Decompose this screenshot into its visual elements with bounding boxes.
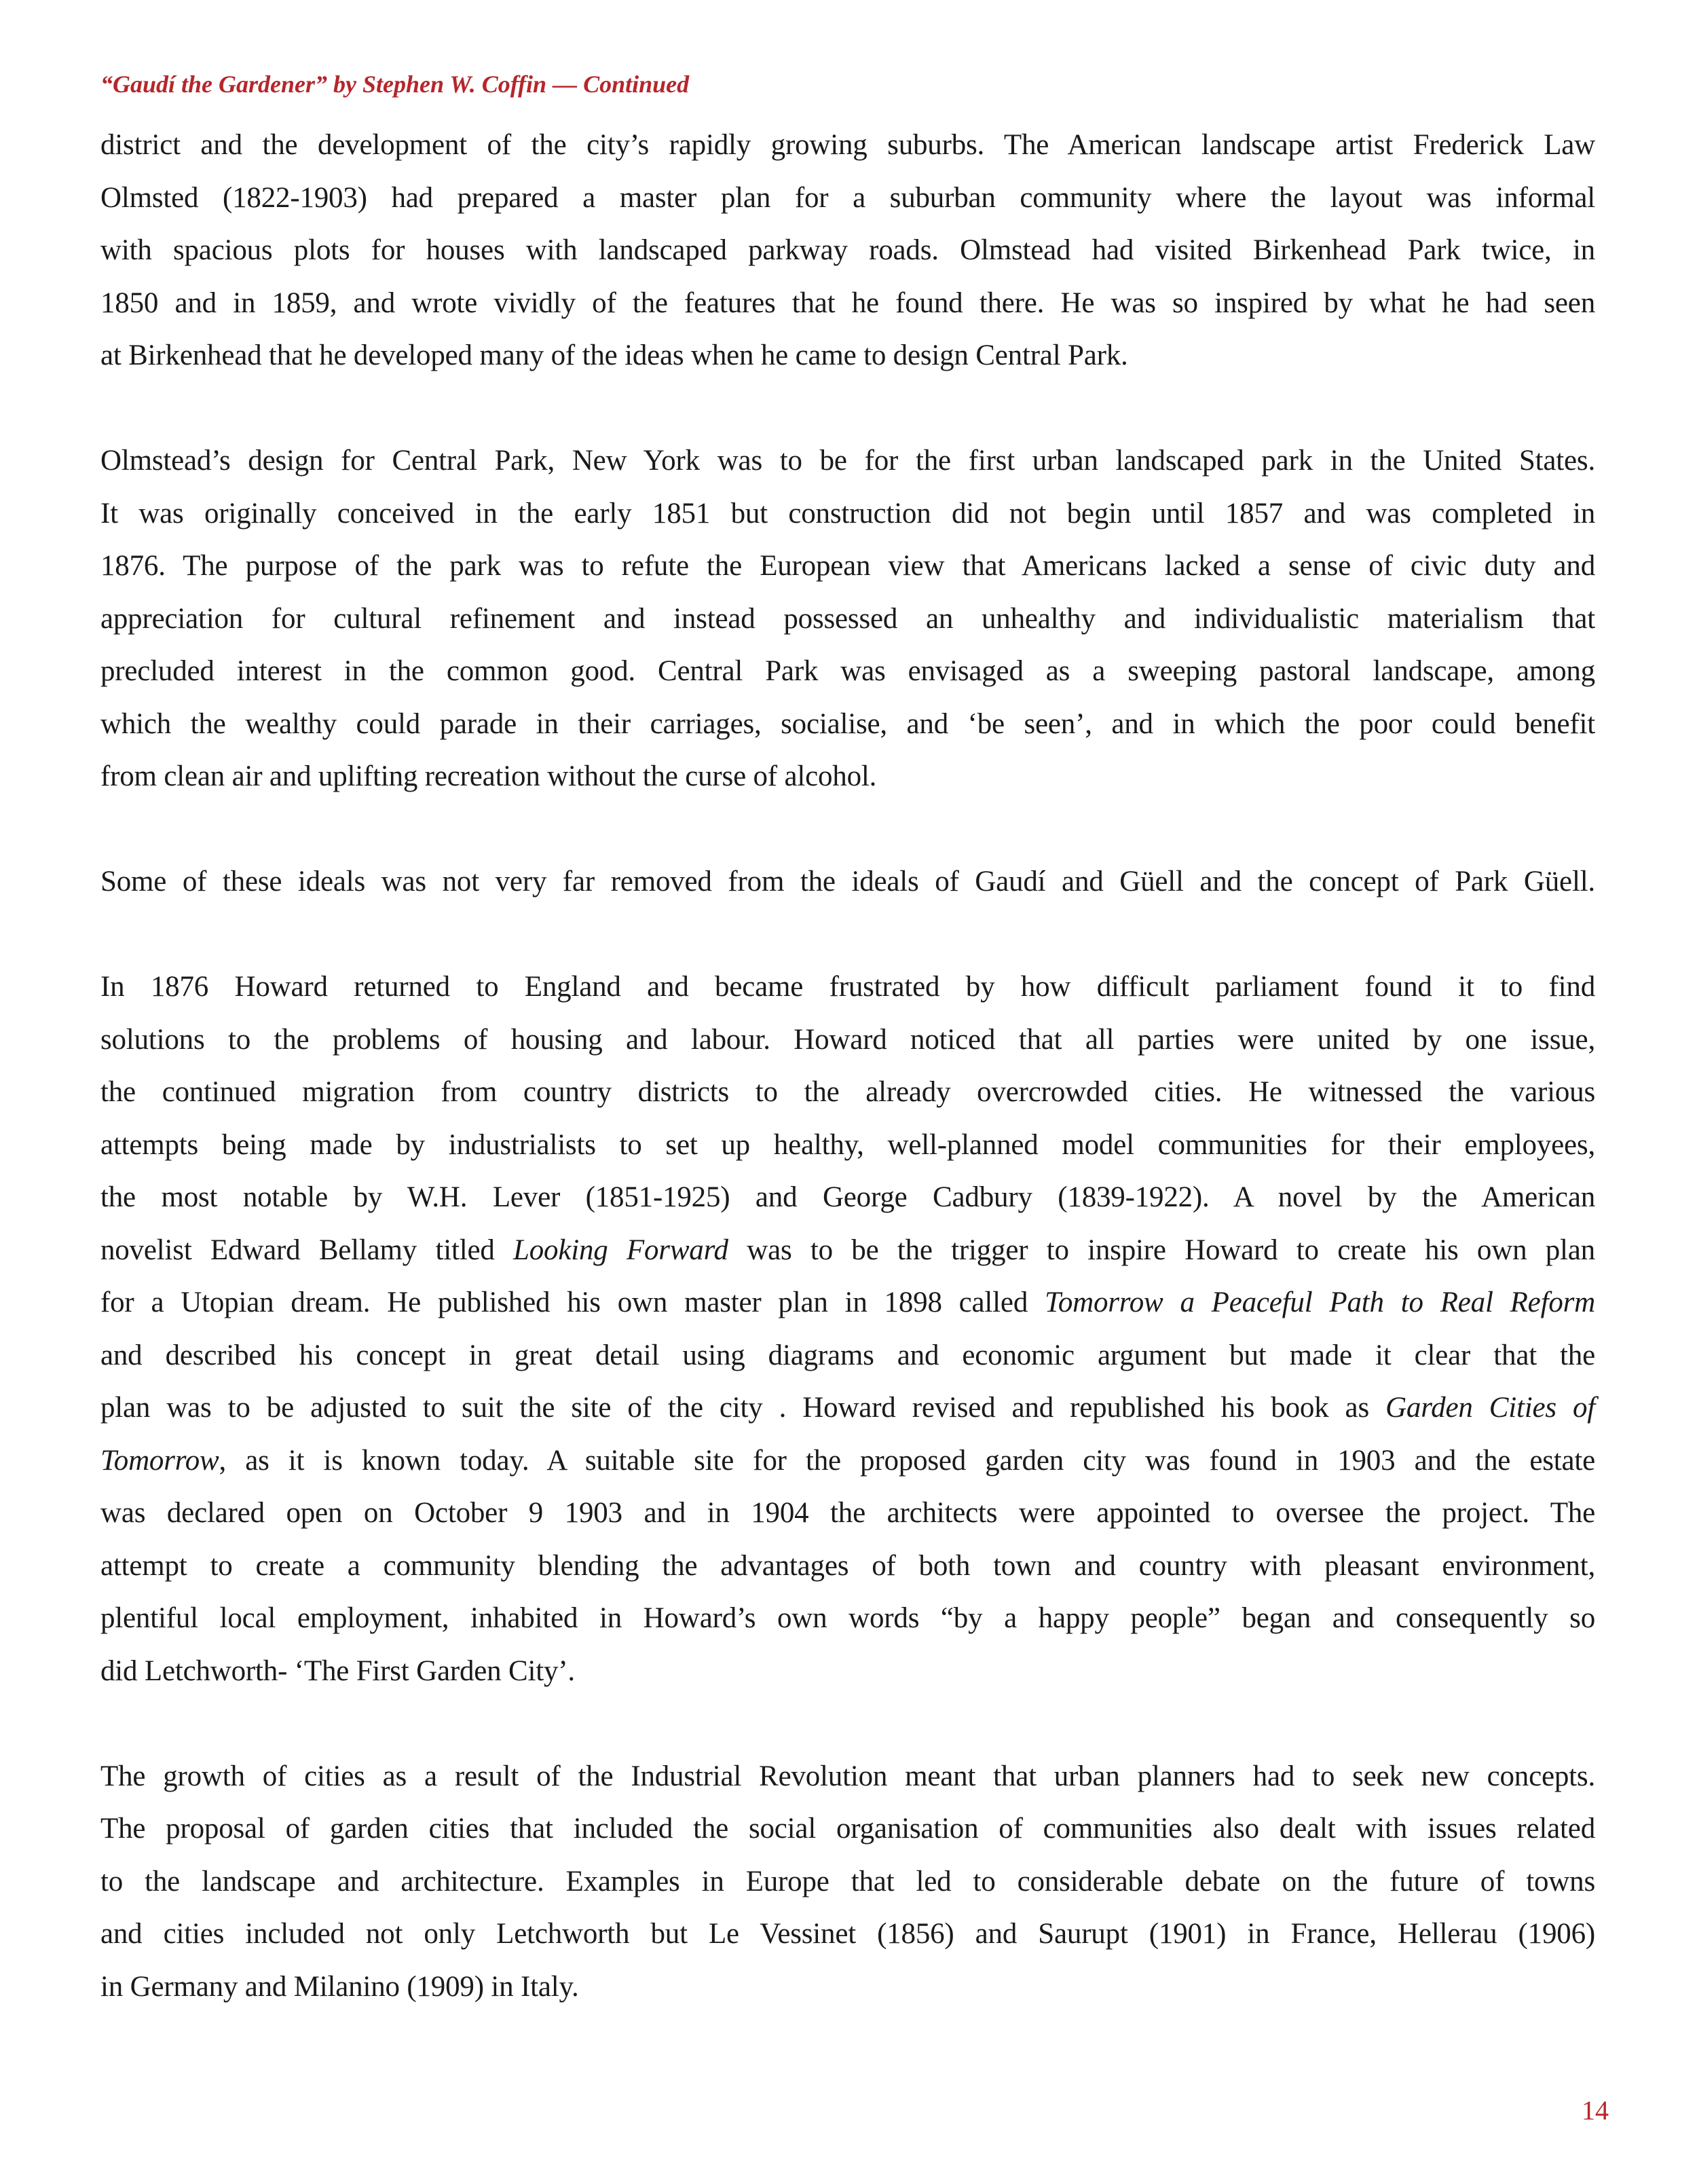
text-run: was declared open on October 9 1903 and in 1904 the architects were appointed to oversee the project. The	[100, 1497, 1595, 1529]
running-header-title: “Gaudí the Gardener” by Stephen W. Coffin	[100, 71, 547, 98]
text-line	[100, 1750, 1595, 1803]
text-run: The proposal of garden cities that included the social organisation of communities also dealt with issues related	[100, 1813, 1595, 1845]
text-run: Olmsted (1822-1903) had prepared a master plan for a suburban community where the layout was informal	[100, 181, 1595, 214]
text-line	[100, 1276, 1595, 1329]
text-run: plan was to be adjusted to suit the site of the city . Howard revised and republished his book as	[100, 1392, 1386, 1424]
text-run: with spacious plots for houses with landscaped parkway roads. Olmstead had visited Birkenhead Park twice, in	[100, 234, 1595, 266]
text-run: at Birkenhead that he developed many of the ideas when he came to design Central Park.	[100, 339, 1128, 371]
text-run: the continued migration from country districts to the already overcrowded cities. He witnessed the various	[100, 1076, 1595, 1108]
text-line	[100, 1066, 1595, 1119]
text-line	[100, 1855, 1595, 1908]
text-run: in Germany and Milanino (1909) in Italy.	[100, 1970, 579, 2003]
text-run: was to be the trigger to inspire Howard to create his own plan	[728, 1234, 1595, 1266]
paragraph	[100, 434, 1595, 803]
text-run: and cities included not only Letchworth but Le Vessinet (1856) and Saurupt (1901) in France, Hellerau (1906)	[100, 1918, 1595, 1950]
text-line	[100, 1908, 1595, 1961]
text-run: plentiful local employment, inhabited in Howard’s own words “by a happy people” began and consequently so	[100, 1602, 1595, 1634]
text-line	[100, 1119, 1595, 1172]
text-line	[100, 172, 1595, 225]
article-body	[100, 119, 1595, 2066]
text-line	[100, 1435, 1595, 1487]
page-number: 14	[1582, 2095, 1609, 2126]
text-line	[100, 1802, 1595, 1855]
text-line	[100, 1540, 1595, 1593]
text-line	[100, 1592, 1595, 1645]
text-line	[100, 540, 1595, 593]
text-run: In 1876 Howard returned to England and became frustrated by how difficult parliament found it to find	[100, 971, 1595, 1003]
text-line	[100, 698, 1595, 751]
text-run: Some of these ideals was not very far removed from the ideals of Gaudí and Güell and the concept of Park Güell.	[100, 866, 1595, 897]
text-line	[100, 1645, 1595, 1698]
text-run: 1876. The purpose of the park was to refute the European view that Americans lacked a sense of civic duty and	[100, 550, 1595, 582]
text-run: attempt to create a community blending the advantages of both town and country with pleasant environment,	[100, 1549, 1595, 1582]
italic-title: Garden Cities of	[1385, 1392, 1595, 1424]
text-run: attempts being made by industrialists to set up healthy, well-planned model communities for their employees,	[100, 1128, 1595, 1161]
text-run: did Letchworth- ‘The First Garden City’.	[100, 1654, 575, 1687]
text-run: The growth of cities as a result of the Industrial Revolution meant that urban planners had to seek new concepts.	[100, 1760, 1595, 1792]
text-run: 1850 and in 1859, and wrote vividly of the features that he found there. He was so inspired by what he had seen	[100, 286, 1595, 319]
text-run: from clean air and uplifting recreation without the curse of alcohol.	[100, 760, 877, 792]
running-header-continued: — Continued	[546, 71, 690, 98]
text-run: district and the development of the city’s rapidly growing suburbs. The American landscape artist Frederick Law	[100, 129, 1595, 161]
text-line	[100, 593, 1595, 646]
text-run: Olmstead’s design for Central Park, New York was to be for the first urban landscaped park in the United States.	[100, 445, 1595, 477]
text-run: novelist Edward Bellamy titled	[100, 1234, 514, 1266]
paragraph	[100, 855, 1595, 908]
text-line	[100, 434, 1595, 487]
text-line	[100, 1224, 1595, 1277]
text-line	[100, 224, 1595, 277]
paragraph	[100, 119, 1595, 382]
text-run: solutions to the problems of housing and labour. Howard noticed that all parties were united by one issue,	[100, 1023, 1595, 1056]
text-run: , as it is known today. A suitable site for the proposed garden city was found in 1903 and the estate	[219, 1444, 1595, 1477]
text-line	[100, 1329, 1595, 1382]
italic-title: Tomorrow	[100, 1444, 219, 1477]
text-line	[100, 855, 1595, 908]
text-line	[100, 1014, 1595, 1067]
text-line	[100, 329, 1595, 382]
text-line	[100, 1382, 1595, 1435]
text-run: appreciation for cultural refinement and instead possessed an unhealthy and individualistic materialism that	[100, 602, 1595, 635]
text-run: and described his concept in great detail using diagrams and economic argument but made it clear that the	[100, 1339, 1595, 1371]
text-line	[100, 487, 1595, 540]
text-run: for a Utopian dream. He published his own master plan in 1898 called	[100, 1287, 1045, 1318]
italic-title: Looking Forward	[513, 1234, 728, 1266]
text-line	[100, 1961, 1595, 2014]
paragraph	[100, 961, 1595, 1697]
text-run: the most notable by W.H. Lever (1851-1925) and George Cadbury (1839-1922). A novel by the American	[100, 1181, 1595, 1213]
italic-title: Tomorrow a Peaceful Path to Real Reform	[1045, 1287, 1596, 1318]
text-run: to the landscape and architecture. Examples in Europe that led to considerable debate on the future of towns	[100, 1865, 1595, 1898]
text-line	[100, 119, 1595, 172]
text-run: It was originally conceived in the early 1851 but construction did not begin until 1857 and was completed in	[100, 497, 1595, 530]
text-line	[100, 645, 1595, 698]
text-line	[100, 750, 1595, 803]
running-header	[100, 68, 689, 100]
text-line	[100, 961, 1595, 1014]
text-line	[100, 1171, 1595, 1224]
paragraph	[100, 1750, 1595, 2014]
text-line	[100, 1487, 1595, 1540]
text-run: which the wealthy could parade in their carriages, socialise, and ‘be seen’, and in which the poor could benefit	[100, 707, 1595, 740]
text-run: precluded interest in the common good. Central Park was envisaged as a sweeping pastoral landscape, among	[100, 655, 1595, 687]
text-line	[100, 277, 1595, 330]
